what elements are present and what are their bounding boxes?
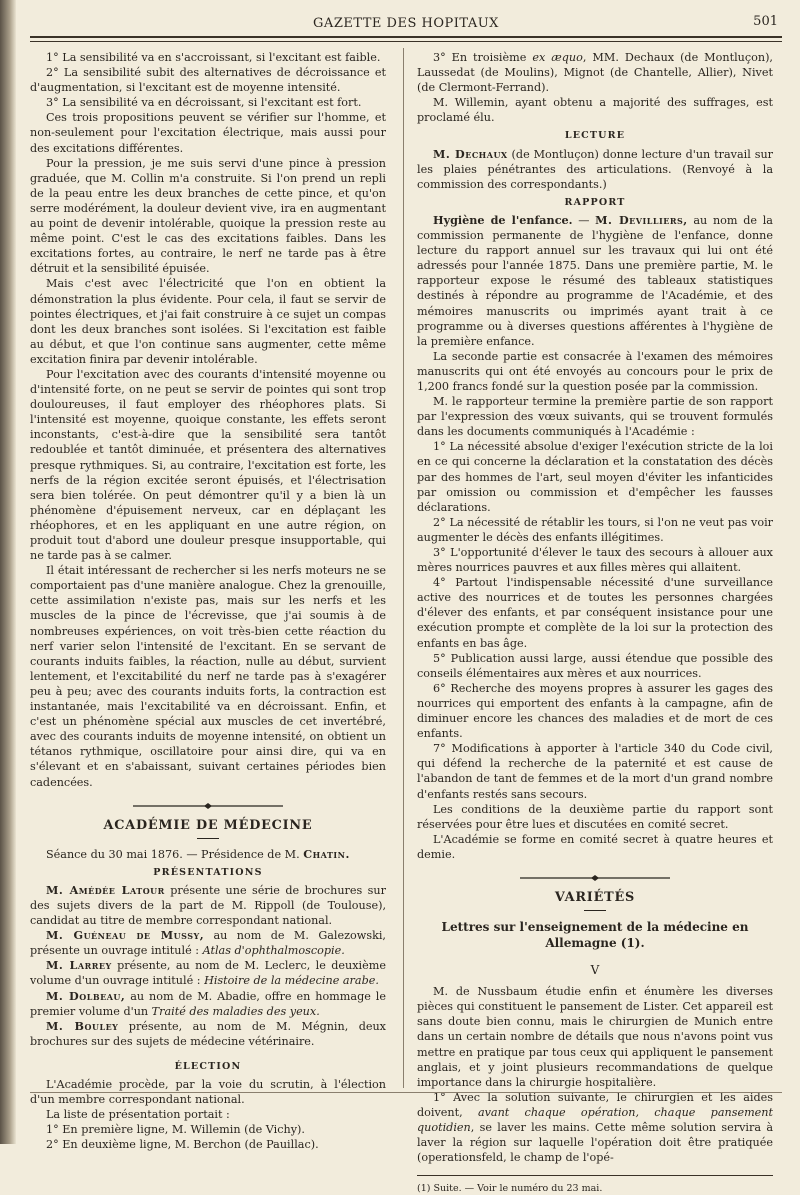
running-title: GAZETTE DES HOPITAUX: [313, 16, 499, 31]
sub-heading-election: ÉLECTION: [174, 1060, 242, 1072]
paragraph: L'Académie se forme en comité secret à quatre heures et demie.: [417, 832, 773, 861]
work-title: Traité des maladies des yeux.: [151, 1004, 320, 1018]
binding-edge: [0, 0, 16, 1144]
paragraph: La liste de présentation portait :: [46, 1108, 230, 1122]
footnote-rule: [417, 1175, 773, 1176]
paragraph: [417, 213, 773, 349]
sub-heading-presentations: PRÉSENTATIONS: [153, 866, 263, 878]
presentation-item: [30, 1019, 386, 1049]
paragraph: 2° La sensibilité subit des alternatives de décroissance et d'augmentation, si l'excitant est de moyenne intensité.: [30, 66, 386, 95]
paragraph: Ces trois propositions peuvent se vérifier sur l'homme, et non-seulement pour l'excitation électrique, mais aussi pour des excitations différentes.: [30, 111, 386, 155]
paragraph: La seconde partie est consacrée à l'examen des mémoires manuscrits qui ont été envoyés au concours pour le prix de 1,200 francs fondé sur la question posée par la commission.: [417, 349, 773, 393]
text-run: —: [572, 213, 596, 227]
speaker-name: M. Devilliers,: [595, 212, 688, 227]
newspaper-page: [30, 0, 782, 1195]
presentation-text: présente, au nom de M. Mégnin, deux brochures sur des sujets de médecine vétérinaire.: [30, 1019, 386, 1048]
article-title-line: Allemagne (1).: [545, 936, 645, 951]
text-run: 3° En troisième: [433, 51, 533, 64]
wish-item: 5° Publication aussi large, aussi étendue que possible des conseils élémentaires aux mères et aux nourrices.: [417, 651, 773, 680]
section-heading-academie: ACADÉMIE DE MÉDECINE: [103, 817, 313, 833]
wish-item: 2° La nécessité de rétablir les tours, si l'on ne veut pas voir augmenter le décès des enfants illégitimes.: [417, 515, 773, 544]
wish-item: 7° Modifications à apporter à l'article 340 du Code civil, qui défend la recherche de la paternité et est cause de l'abandon de tant de femmes et de la mort d'un grand nombre d'enfants restés sans secours.: [417, 742, 773, 801]
text-run: au nom de la commission permanente de l'hygiène de l'enfance, donne lecture du rapport annuel sur les travaux qui lui ont été adressés pour l'année 1875. Dans une première partie, M. le rapporteur expose le résumé des tableaux statistiques destinés à répondre au programme de l'Académie, et des mémoires manuscrits ou imprimés ayant trait à ce programme ou à diverses questions afférentes à l'hygiène de la première enfance.: [417, 213, 773, 348]
section-number: V: [590, 963, 600, 978]
short-rule: [197, 838, 219, 839]
rapport-title: Hygiène de l'enfance.: [433, 212, 573, 227]
paragraph: 2° En deuxième ligne, M. Berchon (de Pauillac).: [46, 1138, 319, 1152]
wish-item: 3° L'opportunité d'élever le taux des secours à allouer aux mères nourrices pauvres et aux filles mères qui allaitent.: [417, 546, 773, 575]
ornament-divider: [520, 874, 670, 882]
page-header: [30, 10, 782, 34]
speaker-name: M. Dolbeau,: [46, 988, 126, 1003]
text-run: 1° Avec la solution suivante, le chirurgien et les aides doivent,: [417, 1090, 773, 1119]
sub-heading-lecture: LECTURE: [564, 130, 626, 142]
paragraph: Les conditions de la deuxième partie du rapport sont réservées pour être lues et discutées en comité secret.: [417, 802, 773, 831]
short-rule: [584, 910, 606, 911]
wish-item: 6° Recherche des moyens propres à assurer les gages des nourrices qui emportent des enfants à la campagne, afin de diminuer encore les chances des maladies et de mort de ces enfants.: [417, 681, 773, 741]
italic-run: ex æquo: [532, 51, 583, 64]
speaker-name: M. Amédée Latour: [46, 882, 165, 897]
header-rule-thick: [30, 36, 782, 38]
section-heading-varietes: VARIÉTÉS: [554, 889, 636, 905]
paragraph: Mais c'est avec l'électricité que l'on en obtient la démonstration la plus évidente. Pour cela, il faut se servir de pointes électriques, et j'ai fait construire à ce sujet un compas dont les deux branches sont isolées. Si l'excitation est faible au début, et que l'on continue sans augmenter, cette même excitation finira par devenir intolérable.: [30, 277, 386, 366]
left-column: [30, 50, 386, 1152]
paragraph: M. de Nussbaum étudie enfin et énumère les diverses pièces qui constituent le pansement de Lister. Cet appareil est sans doute bien connu, mais le chirurgien de Munich entre dans un certain nombre de détails que nous n'avons point vus mettre en pratique par tous ceux qui appliquent le pansement anglais, et y joint plusieurs recommandations de quelque importance dans la chirurgie hospitalière.: [417, 985, 773, 1089]
paragraph: M. Willemin, ayant obtenu a majorité des suffrages, est proclamé élu.: [417, 96, 773, 125]
paragraph: [417, 147, 773, 192]
paragraph: 3° La sensibilité va en décroissant, si l'excitant est fort.: [46, 96, 362, 110]
presentation-item: [30, 883, 386, 928]
work-title: Atlas d'ophthalmoscopie.: [202, 944, 345, 958]
page-number: 501: [753, 14, 778, 29]
paragraph: M. le rapporteur termine la première partie de son rapport par l'expression des vœux suivants, qui se trouvent formulés dans les documents communiqués à l'Académie :: [417, 395, 773, 439]
speaker-name: M. Larrey: [46, 958, 112, 973]
seance-president: Chatin.: [303, 846, 350, 861]
presentation-item: [30, 928, 386, 958]
presentation-text: présente une série de brochures sur des sujets divers de la part de M. Rippoll (de Toulouse), candidat au titre de membre correspondant national.: [30, 883, 386, 928]
sub-heading-rapport: RAPPORT: [564, 196, 626, 208]
paragraph: [417, 50, 773, 95]
paragraph: Pour la pression, je me suis servi d'une pince à pression graduée, que M. Collin m'a construite. Si l'on prend un repli de la peau entre les deux branches de cette pince, et qu'on serre modérément, la douleur devient vive, ira en augmentant au point de devenir intolérable, quoique la pression reste au même point. C'est le cas des excitations faibles. Dans les excitations fortes, au contraire, le nerf ne tarde pas à être détruit et la sensibilité épuisée.: [30, 156, 386, 276]
wish-item: 4° Partout l'indispensable nécessité d'une surveillance active des nourrices et de toutes les personnes chargées d'élever des enfants, et par conséquent insistance pour une exécution prompte et complète de la loi sur la protection des enfants en bas âge.: [417, 576, 773, 650]
wish-item: 1° La nécessité absolue d'exiger l'exécution stricte de la loi en ce qui concerne la déclaration et la constatation des décès par des hommes de l'art, seul moyen d'éviter les infanticides par omission ou commission et d'empêcher les fausses déclarations.: [417, 440, 773, 514]
paragraph: 1° La sensibilité va en s'accroissant, si l'excitant est faible.: [46, 51, 381, 64]
paragraph: L'Académie procède, par la voie du scrutin, à l'élection d'un membre correspondant national.: [30, 1078, 386, 1107]
speaker-name: M. Guéneau de Mussy,: [46, 928, 205, 943]
paragraph: [417, 1090, 773, 1165]
page-bottom-rule: [30, 1092, 782, 1093]
text-run: , MM. Dechaux (de Montluçon), Laussedat (de Moulins), Mignot (de Chantelle, Allier), Nivet (de Clermont-Ferrand).: [417, 51, 773, 95]
article-title-line: Lettres sur l'enseignement de la médecine en: [441, 920, 749, 935]
presentation-item: [30, 958, 386, 988]
speaker-name: M. Dechaux: [433, 146, 508, 161]
presentation-text: au nom de M. Galezowski, présente un ouvrage intitulé :: [30, 929, 386, 958]
ornament-divider: [133, 802, 283, 810]
speaker-name: M. Bouley: [46, 1018, 119, 1033]
column-divider: [403, 48, 404, 1088]
text-run: (de Montluçon) donne lecture d'un travail sur les plaies pénétrantes des articulations. (Renvoyé à la commission des correspondants.): [417, 147, 773, 191]
paragraph: 1° En première ligne, M. Willemin (de Vichy).: [46, 1123, 305, 1137]
right-column: [417, 50, 773, 1195]
presentation-item: [30, 989, 386, 1019]
seance-line: [30, 847, 386, 862]
presentation-text: présente, au nom de M. Leclerc, le deuxième volume d'un ouvrage intitulé :: [30, 959, 386, 988]
footnote: (1) Suite. — Voir le numéro du 23 mai.: [417, 1183, 603, 1195]
paragraph: Il était intéressant de rechercher si les nerfs moteurs ne se comportaient pas d'une manière analogue. Chez la grenouille, cette assimilation n'existe pas, mais sur les nerfs et les muscles de la pince de l'écrevisse, que j'ai soumis à de nombreuses expériences, on voit très-bien cette réaction du nerf varier selon l'intensité de l'excitant. En se servant de courants induits faibles, la réaction, nulle au début, survient lentement, et l'excitabilité du nerf ne tarde pas à s'exagérer peu à peu; avec des courants induits forts, la contraction est instantanée, mais l'excitabilité va en décroissant. Enfin, et c'est un phénomène spécial aux muscles de cet invertébré, avec des courants induits de moyenne intensité, on obtient un tétanos rythmique, oscillatoire pour ainsi dire, qui va en s'élevant et en s'abaissant, suivant certaines périodes bien cadencées.: [30, 564, 386, 789]
presentation-text: au nom de M. Abadie, offre en hommage le premier volume d'un: [30, 989, 386, 1018]
seance-text: Séance du 30 mai 1876. — Présidence de M.: [46, 847, 304, 861]
text-run: , se laver les mains. Cette même solution servira à laver la région sur laquelle l'opération doit être pratiquée (operationsfeld, le champ de l'opé-: [417, 1121, 773, 1165]
italic-run: avant chaque opération, chaque pansement quotidien: [417, 1105, 774, 1134]
header-rule-thin: [30, 41, 782, 42]
paragraph: Pour l'excitation avec des courants d'intensité moyenne ou d'intensité forte, on ne peut se servir de pointes qui sont trop douloureuses, il faut employer des rhéophores plats. Si l'intensité est moyenne, quoique constante, les effets seront inconstants, c'est-à-dire que la sensibilité sera tantôt redoublée et tantôt diminuée, et présentera des alternatives presque rythmiques. Si, au contraire, l'excitation est forte, les nerfs de la région excitée seront épuisés, et l'électrisation sera bien tolérée. On peut démontrer qu'il y a bien là un phénomène d'épuisement nerveux, car en déplaçant les rhéophores, et en les appliquant en une autre région, on produit tout d'abord une douleur presque insupportable, qui ne tarde pas à se calmer.: [30, 367, 386, 563]
article-title: [417, 919, 773, 951]
work-title: Histoire de la médecine arabe.: [204, 974, 379, 988]
